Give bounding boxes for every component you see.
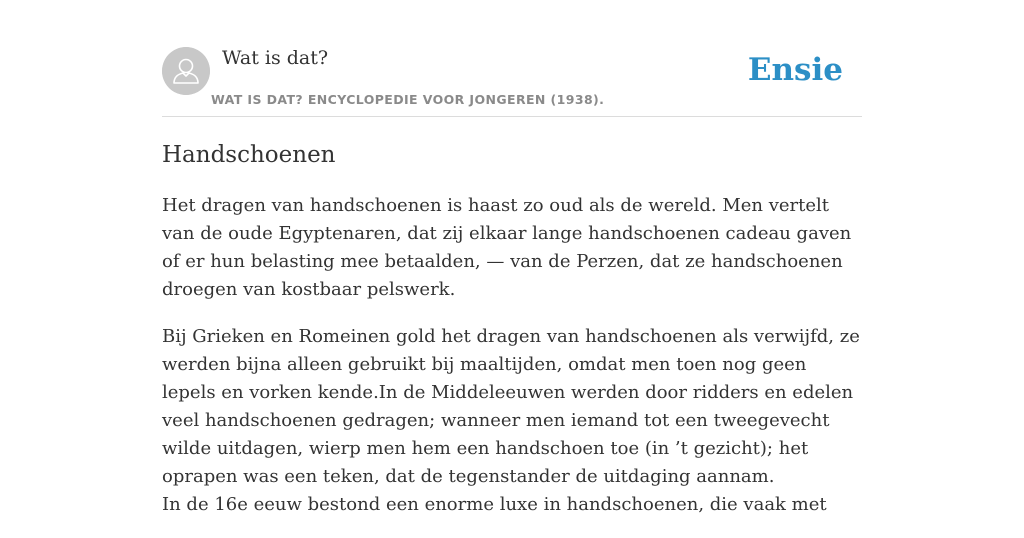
paragraph-text: Bij Grieken en Romeinen gold het dragen van handschoenen als verwijfd, ze werden bijna alleen gebruikt bij maaltijden, omdat men toen nog geen lepels en vorken kende.In de Middeleeuwen werden door ridders en edelen veel handschoenen gedragen; wanneer men iemand tot een tweegevecht wilde uitdagen, wierp men hem een handschoen toe (in ’t gezicht); het oprapen was een teken, dat de tegenstander de uitdaging aannam.: [162, 326, 860, 487]
paragraph: Het dragen van handschoenen is haast zo oud als de wereld. Men vertelt van de oude Egyptenaren, dat zij elkaar lange handschoenen cadeau gaven of er hun belasting mee betaalden, — van de Perzen, dat ze handschoenen droegen van kostbaar pelswerk.: [162, 195, 852, 300]
article-body: [162, 192, 862, 538]
paragraph-text: In de 16e eeuw bestond een enorme luxe in handschoenen, die vaak met: [162, 494, 827, 515]
source-title[interactable]: Wat is dat?: [222, 47, 329, 69]
avatar[interactable]: [162, 47, 210, 95]
paragraph: [162, 323, 862, 519]
source-subtitle[interactable]: WAT IS DAT? ENCYCLOPEDIE VOOR JONGEREN (1938).: [211, 92, 605, 107]
user-silhouette-icon: [162, 47, 210, 95]
ensie-logo[interactable]: Ensie: [747, 52, 843, 88]
article-title: Handschoenen: [162, 142, 336, 168]
source-header: [162, 46, 862, 117]
